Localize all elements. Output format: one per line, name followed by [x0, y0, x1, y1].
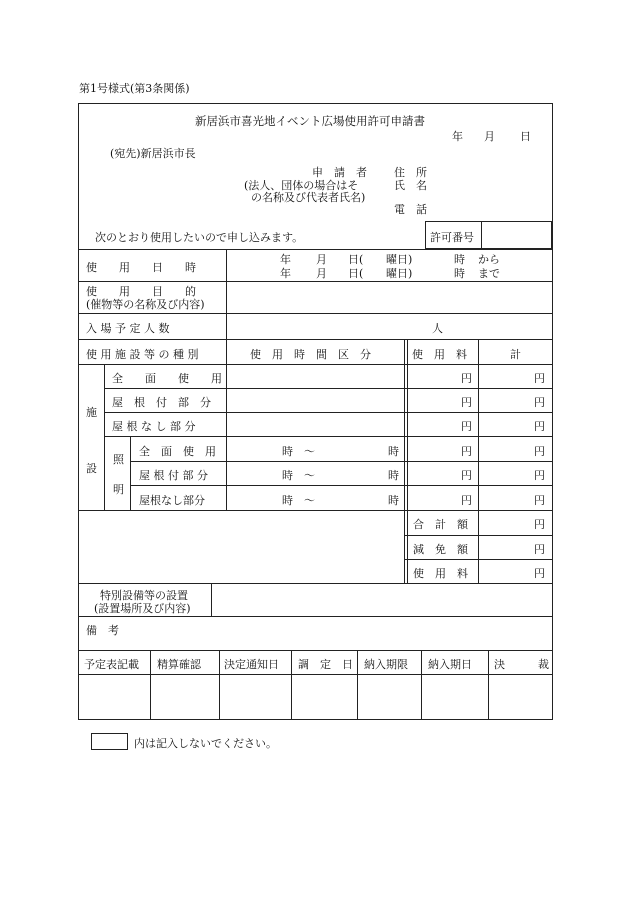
light1-hour-a: 時	[282, 445, 293, 458]
date-l2-day: 日(	[348, 267, 364, 280]
fee-yen-3: 円	[461, 420, 472, 433]
date-month: 月	[484, 130, 495, 143]
office-col-due-limit: 納入期限	[364, 658, 408, 671]
fee-yen-6: 円	[461, 494, 472, 507]
form-number: 第1号様式(第3条関係)	[79, 82, 190, 95]
office-col-schedule: 予定表記載	[84, 658, 139, 671]
lighting-roofed: 屋 根 付 部 分	[139, 469, 208, 482]
form-title: 新居浜市喜光地イベント広場使用許可申請書	[195, 114, 425, 128]
legend-box	[91, 733, 128, 750]
date-l1-year: 年	[280, 253, 291, 266]
special-equipment-label: 特別設備等の設置	[100, 589, 188, 602]
attendees-label: 入 場 予 定 人 数	[86, 322, 170, 335]
intro-text: 次のとおり使用したいので申し込みます。	[95, 231, 304, 244]
office-col-approval: 決 裁	[494, 658, 549, 671]
light2-hour-a: 時	[282, 469, 293, 482]
date-l2-month: 月	[316, 267, 327, 280]
summary-total-yen: 円	[534, 518, 545, 531]
remarks-label: 備 考	[86, 624, 119, 637]
summary-total-label: 合 計 額	[413, 518, 468, 531]
total-yen-3: 円	[534, 420, 545, 433]
fee-yen-2: 円	[461, 396, 472, 409]
office-col-due-date: 納入期日	[428, 658, 472, 671]
date-l2-hour: 時	[454, 267, 465, 280]
total-yen-2: 円	[534, 396, 545, 409]
lighting-label-1: 照	[113, 453, 124, 466]
purpose-field[interactable]	[227, 282, 552, 312]
date-day: 日	[520, 130, 531, 143]
fee-yen-4: 円	[461, 445, 472, 458]
date-l1-from: から	[478, 253, 500, 266]
date-l2-until: まで	[478, 267, 500, 280]
footer-note: 内は記入しないでください。	[134, 737, 277, 750]
date-l2-year: 年	[280, 267, 291, 280]
date-l1-hour: 時	[454, 253, 465, 266]
address-label: 住 所	[394, 166, 427, 179]
use-date-label: 使 用 日 時	[86, 261, 196, 274]
fee-yen-1: 円	[461, 372, 472, 385]
light1-hour-b: 時	[388, 445, 399, 458]
person-unit: 人	[432, 322, 443, 335]
org-note-1: (法人、団体の場合はそ	[244, 179, 359, 192]
lighting-full: 全 面 使 用	[139, 445, 216, 458]
total-yen-1: 円	[534, 372, 545, 385]
date-l1-month: 月	[316, 253, 327, 266]
addressee: (宛先)新居浜市長	[110, 147, 196, 160]
light3-hour-b: 時	[388, 494, 399, 507]
office-col-assessment-date: 調 定 日	[298, 658, 353, 671]
summary-exemption-yen: 円	[534, 543, 545, 556]
facility-type-label: 使 用 施 設 等 の 種 別	[86, 348, 199, 361]
special-equipment-field[interactable]	[212, 584, 552, 615]
facility-full: 全 面 使 用	[112, 372, 222, 385]
light3-tilde: 〜	[304, 494, 315, 507]
applicant-label: 申 請 者	[312, 166, 367, 179]
purpose-sublabel: (催物等の名称及び内容)	[86, 298, 205, 311]
light2-tilde: 〜	[304, 469, 315, 482]
light2-hour-b: 時	[388, 469, 399, 482]
light3-hour-a: 時	[282, 494, 293, 507]
summary-fee-yen: 円	[534, 567, 545, 580]
facility-unroofed: 屋 根 な し 部 分	[112, 420, 196, 433]
total-yen-6: 円	[534, 494, 545, 507]
special-equipment-sublabel: (設置場所及び内容)	[94, 602, 191, 615]
total-yen-5: 円	[534, 469, 545, 482]
office-col-settlement: 精算確認	[157, 658, 201, 671]
org-note-2: の名称及び代表者氏名)	[251, 191, 366, 204]
lighting-unroofed: 屋根なし部分	[139, 494, 205, 507]
summary-fee-label: 使 用 料	[413, 567, 468, 580]
lighting-label-2: 明	[113, 483, 124, 496]
permit-number-field[interactable]	[482, 222, 551, 248]
phone-label: 電 話	[394, 203, 427, 216]
purpose-label: 使 用 目 的	[86, 285, 196, 298]
fee-yen-5: 円	[461, 469, 472, 482]
facility-side-1: 施	[86, 406, 97, 419]
date-l1-weekday: 曜日)	[386, 253, 413, 266]
light1-tilde: 〜	[304, 445, 315, 458]
facility-side-2: 設	[86, 462, 97, 475]
office-col-notice-date: 決定通知日	[224, 658, 279, 671]
time-division-label: 使 用 時 間 区 分	[250, 348, 371, 361]
total-header: 計	[510, 348, 521, 361]
permit-number-label: 許可番号	[430, 231, 474, 244]
date-l1-day: 日(	[348, 253, 364, 266]
total-yen-4: 円	[534, 445, 545, 458]
name-label: 氏 名	[394, 179, 427, 192]
date-year: 年	[452, 130, 463, 143]
date-l2-weekday: 曜日)	[386, 267, 413, 280]
facility-roofed: 屋 根 付 部 分	[112, 396, 211, 409]
remarks-field[interactable]	[79, 636, 552, 648]
fee-header: 使 用 料	[412, 348, 467, 361]
summary-exemption-label: 減 免 額	[413, 543, 468, 556]
